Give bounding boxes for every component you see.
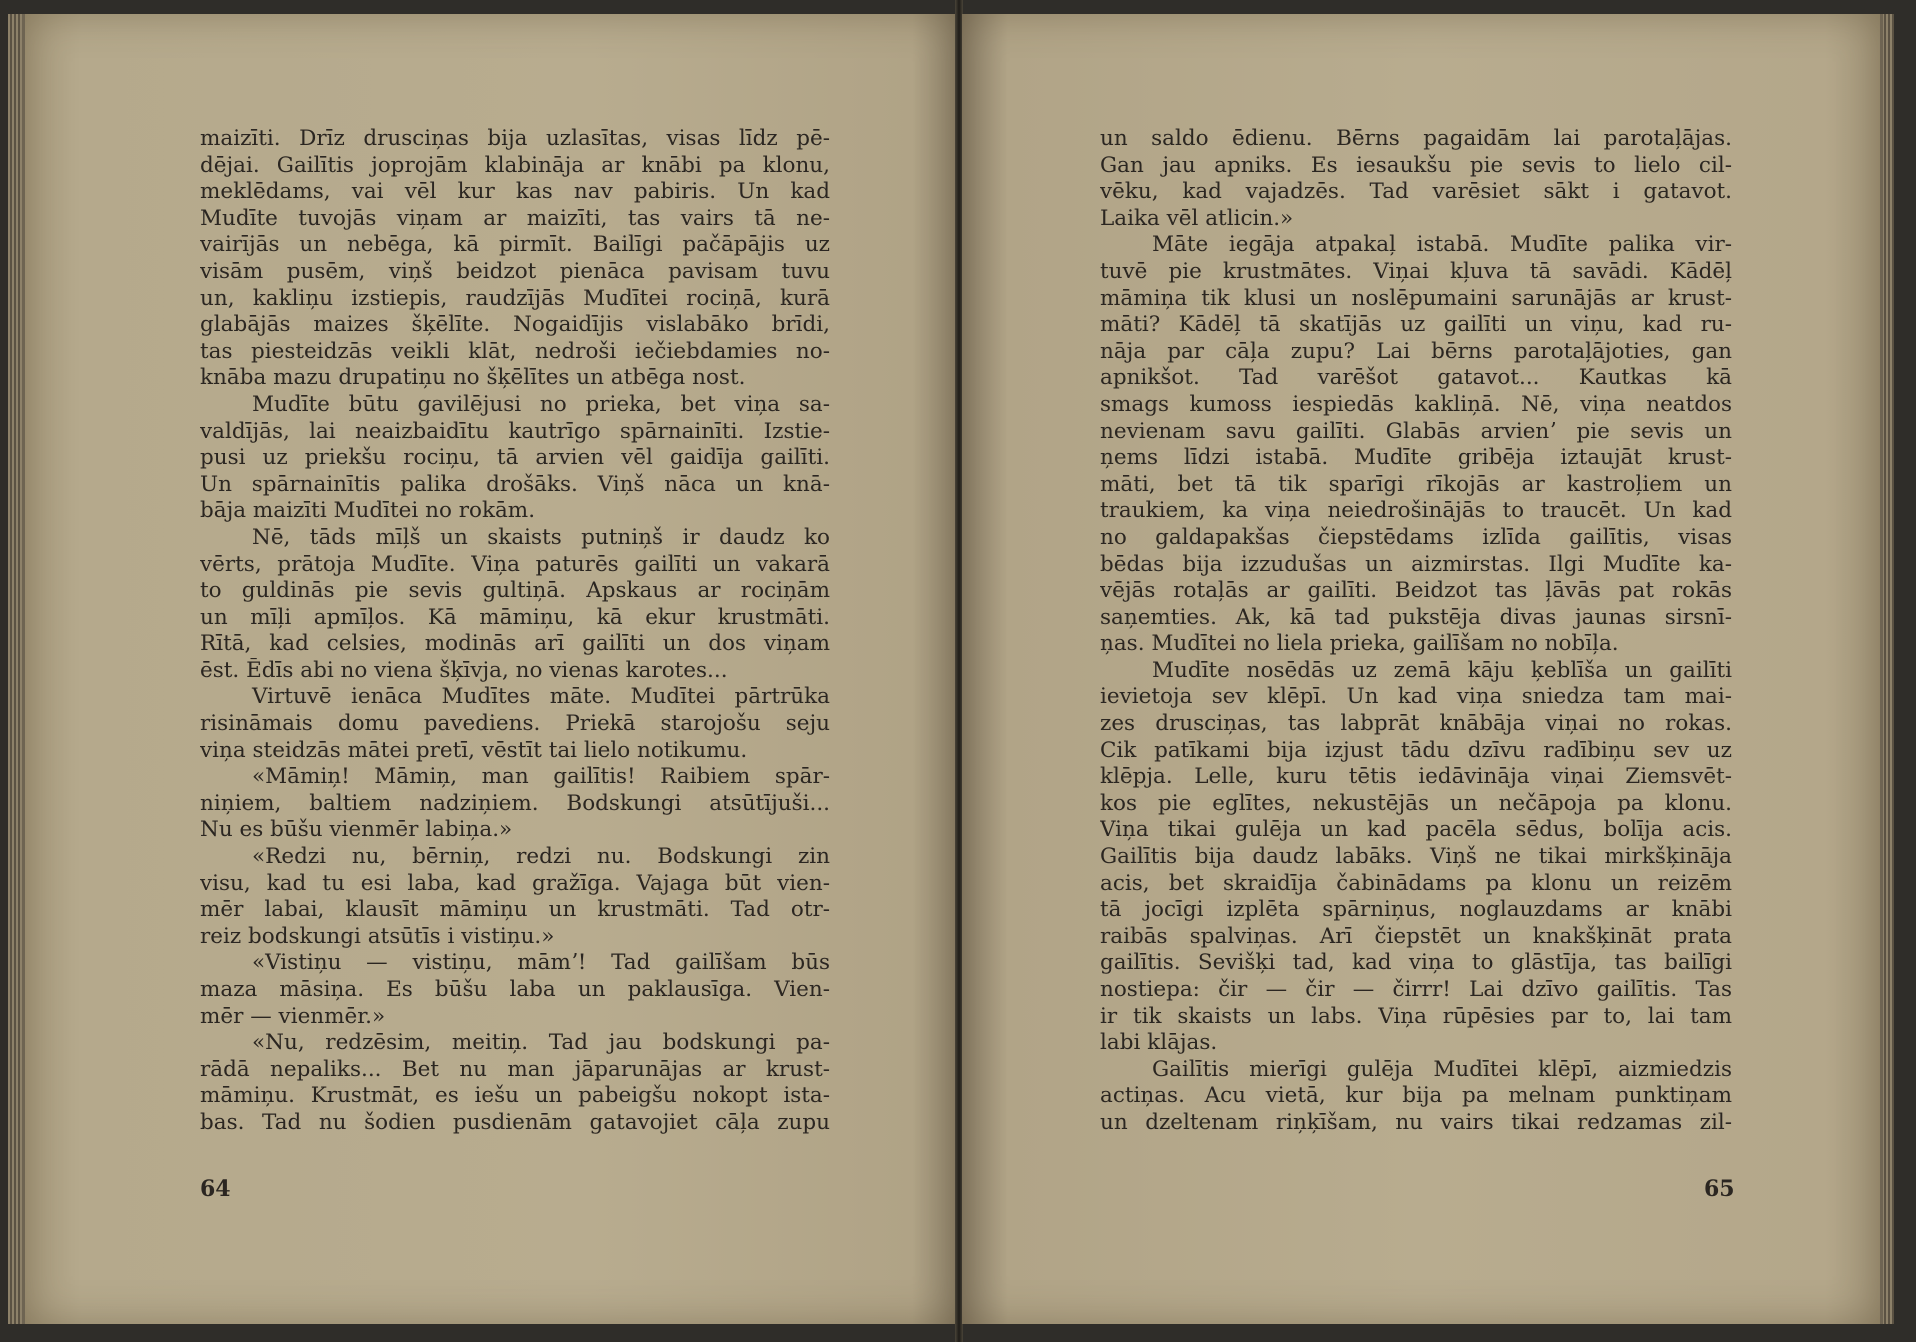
text-line: māti? Kādēļ tā skatījās uz gailīti un viņu, kad ru- [1100,312,1732,338]
text-line: ir tik skaists un labs. Viņa rūpēsies par to, lai tam [1100,1003,1732,1029]
text-line: bas. Tad nu šodien pusdienām gatavojiet cāļa zupu [200,1109,830,1135]
text-line: smags kumoss iespiedās kakliņā. Nē, viņa neatdos [1100,391,1732,417]
text-line: Virtuvē ienāca Mudītes māte. Mudītei pārtrūka [252,684,830,710]
text-line: labi klājas. [1100,1030,1218,1056]
text-line: māmiņu. Krustmāt, es iešu un pabeigšu nokopt ista- [200,1083,830,1109]
text-line: Un spārnainītis palika drošāks. Viņš nāca un knā- [200,471,830,497]
text-line: bāja maizīti Mudītei no rokām. [200,498,536,524]
text-line: niņiem, baltiem nadziņiem. Bodskungi atsūtījuši... [200,790,830,816]
text-line: Laika vēl atlicin.» [1100,205,1294,231]
text-line: Mudīte tuvojās viņam ar maizīti, tas vairs tā ne- [200,205,830,231]
text-line: «Redzi nu, bērniņ, redzi nu. Bodskungi zin [252,844,830,870]
text-line: tuvē pie krustmātes. Viņai kļuva tā savādi. Kādēļ [1100,258,1732,284]
text-line: rādā nepaliks... Bet nu man jāparunājas ar krust- [200,1056,830,1082]
text-line: Rītā, kad celsies, modinās arī gailīti un dos viņam [200,631,830,657]
text-line: bēdas bija izzudušas un aizmirstas. Ilgi Mudīte ka- [1100,551,1732,577]
text-line: to guldinās pie sevis gultiņā. Apskaus ar rociņām [200,578,830,604]
text-line: Gailītis bija daudz labāks. Viņš ne tikai mirkšķināja [1100,844,1732,870]
text-line: vērts, prātoja Mudīte. Viņa paturēs gailīti un vakarā [200,551,830,577]
text-line: un saldo ēdienu. Bērns pagaidām lai parotaļājas. [1100,126,1732,151]
text-line: vairījās un nebēga, kā pirmīt. Bailīgi pačāpājis uz [200,232,830,258]
text-line: risināmais domu pavediens. Priekā starojošu seju [200,711,830,737]
text-line: māmiņa tik klusi un noslēpumaini sarunājās ar krust- [1100,285,1732,311]
text-line: Gailītis mierīgi gulēja Mudītei klēpī, aizmiedzis [1152,1056,1732,1082]
text-line: un dzeltenam riņķīšam, nu vairs tikai redzamas zil- [1100,1109,1732,1135]
text-line: glabājās maizes šķēlīte. Nogaidījis vislabāko brīdi, [200,312,830,338]
text-line: Mudīte nosēdās uz zemā kāju ķeblīša un gailīti [1152,657,1732,683]
text-line: nāja par cāļa zupu? Lai bērns parotaļājoties, gan [1100,338,1732,364]
text-line: un, kakliņu izstiepis, raudzījās Mudītei rociņā, kurā [200,285,830,311]
text-line: zes drusciņas, tas labprāt knābāja viņai no rokas. [1100,711,1732,737]
text-line: Cik patīkami bija izjust tādu dzīvu radībiņu sev uz [1100,737,1732,763]
text-line: vēku, kad vajadzēs. Tad varēsiet sākt i gatavot. [1100,179,1732,205]
text-line: nevienam savu gailīti. Glabās arvienʼ pie sevis un [1100,418,1732,444]
text-line: «Māmiņ! Māmiņ, man gailītis! Raibiem spār- [252,764,830,790]
text-line: klēpja. Lelle, kuru tētis iedāvināja viņai Ziemsvēt- [1100,764,1732,790]
text-line: visu, kad tu esi laba, kad gražīga. Vajaga būt vien- [200,870,830,896]
text-line: mēr — vienmēr.» [200,1003,386,1029]
text-line: raibās spalviņas. Arī čiepstēt un knakšķināt prata [1100,923,1732,949]
text-line: acis, bet skraidīja čabinādams pa klonu un reizēm [1100,870,1732,896]
left-page-stack-edge [8,14,22,1324]
text-line: vējās rotaļās ar gailīti. Beidzot tas ļāvās pat rokās [1100,578,1732,604]
text-line: maizīti. Drīz drusciņas bija uzlasītas, visas līdz pē- [200,126,830,151]
text-line: ēst. Ēdīs abi no viena šķīvja, no vienas karotes... [200,657,728,683]
text-line: «Vistiņu — vistiņu, māmʼ! Tad gailīšam būs [252,950,830,976]
left-page-text [200,126,830,1137]
text-line: ņas. Mudītei no liela prieka, gailīšam no nobīļa. [1100,631,1619,657]
text-line: valdījās, lai neaizbaidītu kautrīgo spārnainīti. Izstie- [200,418,830,444]
text-line: meklēdams, vai vēl kur kas nav pabiris. Un kad [200,179,830,205]
text-line: knāba mazu drupatiņu no šķēlītes un atbēga nost. [200,365,746,391]
text-line: pusi uz priekšu rociņu, tā arvien vēl gaidīja gailīti. [200,445,830,471]
text-line: Mudīte būtu gavilējusi no prieka, bet viņa sa- [252,391,830,417]
text-line: nostiepa: čir — čir — čirrr! Lai dzīvo gailītis. Tas [1100,977,1732,1002]
text-line: saņemties. Ak, kā tad pukstēja divas jaunas sirsnī- [1100,604,1732,630]
text-line: «Nu, redzēsim, meitiņ. Tad jau bodskungi pa- [252,1030,830,1056]
page-number-right: 65 [1704,1176,1735,1202]
text-line: māti, bet tā tik sparīgi rīkojās ar kastroļiem un [1100,471,1732,497]
text-line: un mīļi apmīļos. Kā māmiņu, kā ekur krustmāti. [200,604,830,630]
text-line: Nu es būšu vienmēr labiņa.» [200,817,513,843]
text-line: visām pusēm, viņš beidzot pienāca pavisam tuvu [200,258,830,284]
text-line: traukiem, ka viņa neiedrošinājās to traucēt. Un kad [1100,498,1732,524]
text-line: no galdapakšas čiepstēdams izlīda gailītis, visas [1100,524,1732,550]
text-line: Nē, tāds mīļš un skaists putniņš ir daudz ko [252,524,830,550]
text-line: Gan jau apniks. Es iesaukšu pie sevis to lielo cil- [1100,152,1732,178]
text-line: viņa steidzās mātei pretī, vēstīt tai lielo notikumu. [200,737,748,763]
text-line: tā jocīgi izplēta spārniņus, noglauzdams ar knābi [1100,897,1732,923]
text-line: apnikšot. Tad varēšot gatavot... Kautkas kā [1100,365,1732,391]
text-line: maza māsiņa. Es būšu laba un paklausīga. Vien- [200,977,830,1002]
text-line: kos pie eglītes, nekustējās un nečāpoja pa klonu. [1100,790,1732,816]
text-line: gailītis. Sevišķi tad, kad viņa to glāstīja, tas bailīgi [1100,950,1732,976]
text-line: Viņa tikai gulēja un kad pacēla sēdus, bolīja acis. [1100,817,1732,843]
text-line: Māte iegāja atpakaļ istabā. Mudīte palika vir- [1152,232,1732,258]
text-line: ievietoja sev klēpī. Un kad viņa sniedza tam mai- [1100,684,1732,710]
text-line: reiz bodskungi atsūtīs i vistiņu.» [200,923,555,949]
text-line: actiņas. Acu vietā, kur bija pa melnam punktiņam [1100,1083,1732,1109]
text-line: tas piesteidzās veikli klāt, nedroši iečiebdamies no- [200,338,830,364]
right-page-text [1100,126,1732,1137]
text-line: mēr labai, klausīt māmiņu un krustmāti. Tad otr- [200,897,830,923]
text-line: dējai. Gailītis joprojām klabināja ar knābi pa klonu, [200,152,830,178]
text-line: ņems līdzi istabā. Mudīte gribēja iztaujāt krust- [1100,445,1732,471]
page-number-left: 64 [200,1176,231,1202]
